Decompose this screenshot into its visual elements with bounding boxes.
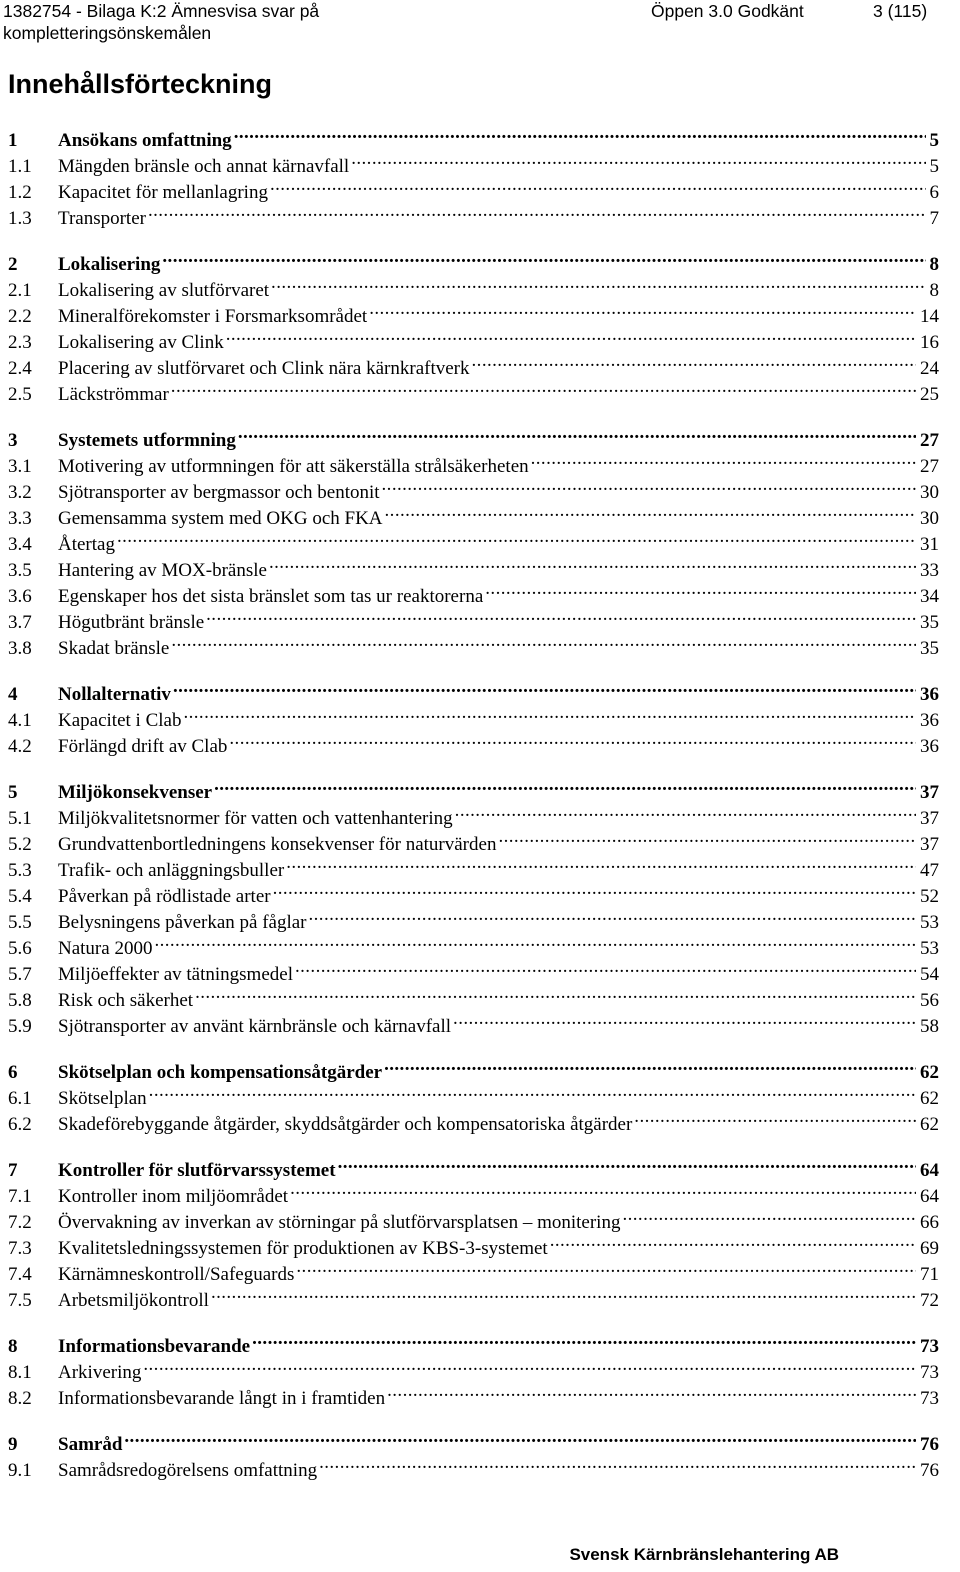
- toc-entry-number: 7.4: [8, 1264, 32, 1285]
- toc-entry-number: 1.2: [8, 182, 32, 203]
- toc-entry-number: 3.3: [8, 508, 32, 529]
- toc-dot-leader: [470, 348, 916, 374]
- toc-entry-page: 71: [920, 1264, 939, 1285]
- toc-entry-page: 14: [920, 306, 939, 327]
- toc-dot-leader: [147, 1078, 916, 1104]
- toc-entry-title: Lokalisering av slutförvaret: [58, 280, 270, 301]
- toc-entry-number: 5.7: [8, 964, 32, 985]
- toc-entry-title: Transporter: [58, 208, 146, 229]
- toc-entry-title: Kvalitetsledningssystemen för produktionen av KBS-3-systemet: [58, 1238, 548, 1259]
- toc-entry-number: 2: [8, 254, 18, 275]
- toc-entry-title: Lokalisering av Clink: [58, 332, 224, 353]
- toc-entry-title: Natura 2000: [58, 938, 153, 959]
- toc-section-entry[interactable]: [8, 1078, 939, 1109]
- toc-entry-page: 25: [920, 384, 939, 405]
- toc-chapter-group: [8, 674, 939, 757]
- toc-entry-number: 3.5: [8, 560, 32, 581]
- toc-chapter-group: [8, 120, 939, 229]
- toc-entry-number: 3.6: [8, 586, 32, 607]
- toc-entry-title: Högutbränt bränsle: [58, 612, 205, 633]
- toc-dot-leader: [169, 628, 916, 654]
- toc-entry-number: 5.2: [8, 834, 32, 855]
- toc-entry-page: 36: [920, 684, 939, 705]
- toc-entry-title: Lokalisering: [58, 254, 161, 275]
- toc-entry-number: 5.5: [8, 912, 32, 933]
- toc-entry-page: 54: [920, 964, 939, 985]
- toc-dot-leader: [453, 798, 916, 824]
- toc-entry-page: 36: [920, 736, 939, 757]
- toc-dot-leader: [250, 1326, 916, 1352]
- toc-dot-leader: [212, 772, 916, 798]
- page-title: Innehållsförteckning: [8, 69, 273, 99]
- toc-dot-leader: [267, 550, 916, 576]
- toc-chapter-group: [8, 1424, 939, 1481]
- toc-entry-page: 36: [920, 710, 939, 731]
- toc-entry-number: 6: [8, 1062, 18, 1083]
- toc-entry-number: 2.2: [8, 306, 32, 327]
- toc-entry-number: 1.1: [8, 156, 32, 177]
- toc-dot-leader: [620, 1202, 916, 1228]
- toc-dot-leader: [385, 1378, 916, 1404]
- toc-entry-number: 4.1: [8, 710, 32, 731]
- toc-section-entry[interactable]: [8, 1450, 939, 1481]
- toc-entry-title: Skötselplan: [58, 1088, 147, 1109]
- toc-entry-title: Risk och säkerhet: [58, 990, 194, 1011]
- toc-entry-number: 6.2: [8, 1114, 32, 1135]
- toc-entry-number: 7.5: [8, 1290, 32, 1311]
- toc-dot-leader: [451, 1006, 916, 1032]
- toc-entry-number: 7.2: [8, 1212, 32, 1233]
- toc-section-entry[interactable]: [8, 1378, 939, 1409]
- toc-entry-number: 4.2: [8, 736, 32, 757]
- toc-chapter-group: [8, 420, 939, 659]
- toc-entry-page: 64: [920, 1160, 939, 1181]
- toc-section-entry[interactable]: [8, 550, 939, 581]
- toc-section-entry[interactable]: [8, 524, 939, 555]
- toc-entry-title: Miljökonsekvenser: [58, 782, 213, 803]
- toc-dot-leader: [160, 244, 925, 270]
- toc-dot-leader: [152, 928, 916, 954]
- document-status-text: Öppen 3.0 Godkänt: [651, 1, 804, 21]
- toc-entry-number: 3.7: [8, 612, 32, 633]
- toc-dot-leader: [169, 374, 916, 400]
- toc-chapter-entry[interactable]: [8, 1052, 939, 1083]
- toc-entry-page: 47: [920, 860, 939, 881]
- toc-entry-number: 2.5: [8, 384, 32, 405]
- toc-chapter-entry[interactable]: [8, 674, 939, 705]
- toc-dot-leader: [380, 472, 916, 498]
- toc-entry-number: 8.1: [8, 1362, 32, 1383]
- toc-entry-page: 35: [920, 612, 939, 633]
- toc-chapter-entry[interactable]: [8, 420, 939, 451]
- toc-entry-title: Skötselplan och kompensationsåtgärder: [58, 1062, 383, 1083]
- toc-entry-page: 53: [920, 938, 939, 959]
- toc-dot-leader: [548, 1228, 916, 1254]
- toc-entry-number: 9.1: [8, 1460, 32, 1481]
- toc-entry-title: Miljökvalitetsnormer för vatten och vattenhantering: [58, 808, 453, 829]
- toc-dot-leader: [284, 850, 916, 876]
- toc-entry-number: 7.1: [8, 1186, 32, 1207]
- toc-dot-leader: [496, 824, 916, 850]
- toc-dot-leader: [288, 1176, 916, 1202]
- toc-entry-title: Kontroller inom miljöområdet: [58, 1186, 289, 1207]
- toc-dot-leader: [632, 1104, 916, 1130]
- toc-entry-title: Ansökans omfattning: [58, 130, 232, 151]
- toc-entry-title: Sjötransporter av använt kärnbränsle och kärnavfall: [58, 1016, 452, 1037]
- toc-chapter-group: [8, 772, 939, 1037]
- toc-dot-leader: [269, 270, 925, 296]
- toc-entry-number: 4: [8, 684, 18, 705]
- toc-chapter-group: [8, 1052, 939, 1135]
- toc-dot-leader: [483, 576, 916, 602]
- toc-dot-leader: [209, 1280, 916, 1306]
- toc-entry-page: 58: [920, 1016, 939, 1037]
- toc-entry-title: Kärnämneskontroll/Safeguards: [58, 1264, 295, 1285]
- toc-dot-leader: [141, 1352, 916, 1378]
- toc-dot-leader: [268, 172, 926, 198]
- toc-entry-title: Mineralförekomster i Forsmarksområdet: [58, 306, 368, 327]
- toc-entry-title: Grundvattenbortledningens konsekvenser för naturvärden: [58, 834, 497, 855]
- toc-entry-page: 30: [920, 482, 939, 503]
- table-of-contents: [8, 120, 939, 1496]
- toc-chapter-group: [8, 1326, 939, 1409]
- toc-entry-title: Kapacitet i Clab: [58, 710, 182, 731]
- page-footer: Svensk Kärnbränslehantering AB: [569, 1545, 839, 1564]
- toc-section-entry[interactable]: [8, 198, 939, 229]
- toc-entry-title: Trafik- och anläggningsbuller: [58, 860, 285, 881]
- toc-entry-title: Skadat bränsle: [58, 638, 170, 659]
- toc-dot-leader: [227, 726, 916, 752]
- toc-entry-page: 62: [920, 1088, 939, 1109]
- toc-entry-number: 2.3: [8, 332, 32, 353]
- toc-entry-page: 76: [920, 1434, 939, 1455]
- toc-entry-number: 7: [8, 1160, 18, 1181]
- toc-dot-leader: [293, 954, 916, 980]
- toc-entry-number: 2.4: [8, 358, 32, 379]
- toc-section-entry[interactable]: [8, 1352, 939, 1383]
- toc-entry-number: 6.1: [8, 1088, 32, 1109]
- toc-entry-page: 69: [920, 1238, 939, 1259]
- toc-entry-title: Gemensamma system med OKG och FKA: [58, 508, 383, 529]
- toc-entry-page: 73: [920, 1362, 939, 1383]
- toc-entry-number: 5.1: [8, 808, 32, 829]
- toc-dot-leader: [232, 120, 926, 146]
- toc-entry-page: 37: [920, 782, 939, 803]
- toc-entry-page: 62: [920, 1114, 939, 1135]
- toc-entry-page: 52: [920, 886, 939, 907]
- toc-entry-title: Övervakning av inverkan av störningar på slutförvarsplatsen – monitering: [58, 1212, 621, 1233]
- toc-dot-leader: [317, 1450, 916, 1476]
- toc-entry-title: Kontroller för slutförvarssystemet: [58, 1160, 336, 1181]
- toc-entry-page: 73: [920, 1388, 939, 1409]
- toc-entry-number: 5.9: [8, 1016, 32, 1037]
- toc-entry-number: 3.8: [8, 638, 32, 659]
- toc-entry-title: Informationsbevarande långt in i framtiden: [58, 1388, 386, 1409]
- toc-entry-number: 8: [8, 1336, 18, 1357]
- toc-dot-leader: [122, 1424, 916, 1450]
- page-header: [0, 0, 960, 44]
- toc-entry-title: Systemets utformning: [58, 430, 236, 451]
- toc-chapter-group: [8, 244, 939, 405]
- toc-chapter-entry[interactable]: [8, 1326, 939, 1357]
- toc-entry-page: 6: [929, 182, 939, 203]
- toc-dot-leader: [271, 876, 916, 902]
- page-number: [873, 0, 927, 22]
- toc-entry-number: 2.1: [8, 280, 32, 301]
- toc-dot-leader: [336, 1150, 916, 1176]
- toc-entry-number: 3: [8, 430, 18, 451]
- toc-entry-page: 24: [920, 358, 939, 379]
- toc-dot-leader: [181, 700, 916, 726]
- toc-entry-page: 27: [920, 430, 939, 451]
- toc-entry-page: 56: [920, 990, 939, 1011]
- toc-entry-page: 30: [920, 508, 939, 529]
- toc-entry-page: 62: [920, 1062, 939, 1083]
- toc-entry-title: Informationsbevarande: [58, 1336, 251, 1357]
- toc-entry-title: Påverkan på rödlistade arter: [58, 886, 271, 907]
- toc-entry-number: 9: [8, 1434, 18, 1455]
- toc-entry-title: Samråd: [58, 1434, 123, 1455]
- toc-entry-page: 27: [920, 456, 939, 477]
- toc-entry-page: 8: [929, 280, 939, 301]
- toc-dot-leader: [193, 980, 916, 1006]
- toc-entry-page: 5: [929, 156, 939, 177]
- toc-entry-title: Läckströmmar: [58, 384, 169, 405]
- toc-entry-number: 7.3: [8, 1238, 32, 1259]
- toc-entry-number: 5.6: [8, 938, 32, 959]
- toc-entry-number: 1.3: [8, 208, 32, 229]
- toc-chapter-entry[interactable]: [8, 1424, 939, 1455]
- toc-chapter-group: [8, 1150, 939, 1311]
- toc-dot-leader: [349, 146, 925, 172]
- toc-entry-title: Återtag: [58, 534, 115, 555]
- toc-dot-leader: [294, 1254, 916, 1280]
- toc-entry-title: Mängden bränsle och annat kärnavfall: [58, 156, 350, 177]
- toc-entry-title: Kapacitet för mellanlagring: [58, 182, 268, 203]
- toc-chapter-entry[interactable]: [8, 1150, 939, 1181]
- toc-entry-page: 37: [920, 834, 939, 855]
- toc-entry-number: 5.3: [8, 860, 32, 881]
- toc-entry-page: 8: [929, 254, 939, 275]
- toc-entry-title: Samrådsredogörelsens omfattning: [58, 1460, 318, 1481]
- document-reference-line-1: 1382754 - Bilaga K:2 Ämnesvisa svar på: [3, 1, 320, 21]
- toc-entry-page: 31: [920, 534, 939, 555]
- toc-dot-leader: [307, 902, 917, 928]
- toc-entry-page: 73: [920, 1336, 939, 1357]
- toc-chapter-entry[interactable]: [8, 244, 939, 275]
- toc-entry-number: 3.4: [8, 534, 32, 555]
- toc-dot-leader: [382, 1052, 916, 1078]
- toc-entry-page: 76: [920, 1460, 939, 1481]
- toc-dot-leader: [204, 602, 916, 628]
- toc-entry-title: Motivering av utformningen för att säkerställa strålsäkerheten: [58, 456, 529, 477]
- toc-entry-title: Belysningens påverkan på fåglar: [58, 912, 307, 933]
- toc-entry-title: Placering av slutförvaret och Clink nära kärnkraftverk: [58, 358, 470, 379]
- toc-entry-title: Arbetsmiljökontroll: [58, 1290, 209, 1311]
- toc-entry-number: 5: [8, 782, 18, 803]
- toc-chapter-entry[interactable]: [8, 772, 939, 803]
- toc-dot-leader: [383, 498, 916, 524]
- toc-entry-title: Nollalternativ: [58, 684, 171, 705]
- toc-entry-page: 37: [920, 808, 939, 829]
- toc-dot-leader: [171, 674, 916, 700]
- document-reference: [3, 0, 319, 44]
- toc-dot-leader: [367, 296, 916, 322]
- toc-section-entry[interactable]: [8, 1104, 939, 1135]
- toc-entry-page: 72: [920, 1290, 939, 1311]
- toc-entry-number: 3.1: [8, 456, 32, 477]
- toc-dot-leader: [115, 524, 916, 550]
- document-status: [651, 0, 804, 22]
- toc-entry-number: 5.8: [8, 990, 32, 1011]
- toc-dot-leader: [146, 198, 926, 224]
- toc-entry-page: 64: [920, 1186, 939, 1207]
- toc-chapter-entry[interactable]: [8, 120, 939, 151]
- toc-entry-title: Arkivering: [58, 1362, 142, 1383]
- document-reference-line-2: kompletteringsönskemålen: [3, 23, 212, 43]
- toc-entry-title: Hantering av MOX-bränsle: [58, 560, 267, 581]
- toc-entry-number: 8.2: [8, 1388, 32, 1409]
- toc-entry-title: Skadeförebyggande åtgärder, skyddsåtgärder och kompensatoriska åtgärder: [58, 1114, 633, 1135]
- page-number-text: 3 (115): [873, 1, 928, 21]
- toc-entry-page: 16: [920, 332, 939, 353]
- toc-entry-page: 53: [920, 912, 939, 933]
- toc-entry-page: 34: [920, 586, 939, 607]
- toc-dot-leader: [529, 446, 916, 472]
- toc-entry-title: Sjötransporter av bergmassor och bentonit: [58, 482, 380, 503]
- toc-dot-leader: [224, 322, 916, 348]
- toc-entry-page: 35: [920, 638, 939, 659]
- toc-entry-page: 5: [929, 130, 939, 151]
- toc-entry-title: Miljöeffekter av tätningsmedel: [58, 964, 293, 985]
- toc-entry-page: 66: [920, 1212, 939, 1233]
- toc-entry-number: 1: [8, 130, 18, 151]
- toc-entry-page: 33: [920, 560, 939, 581]
- toc-entry-number: 3.2: [8, 482, 32, 503]
- toc-entry-page: 7: [929, 208, 939, 229]
- toc-dot-leader: [236, 420, 916, 446]
- toc-entry-title: Förlängd drift av Clab: [58, 736, 228, 757]
- toc-entry-number: 5.4: [8, 886, 32, 907]
- toc-entry-title: Egenskaper hos det sista bränslet som tas ur reaktorerna: [58, 586, 484, 607]
